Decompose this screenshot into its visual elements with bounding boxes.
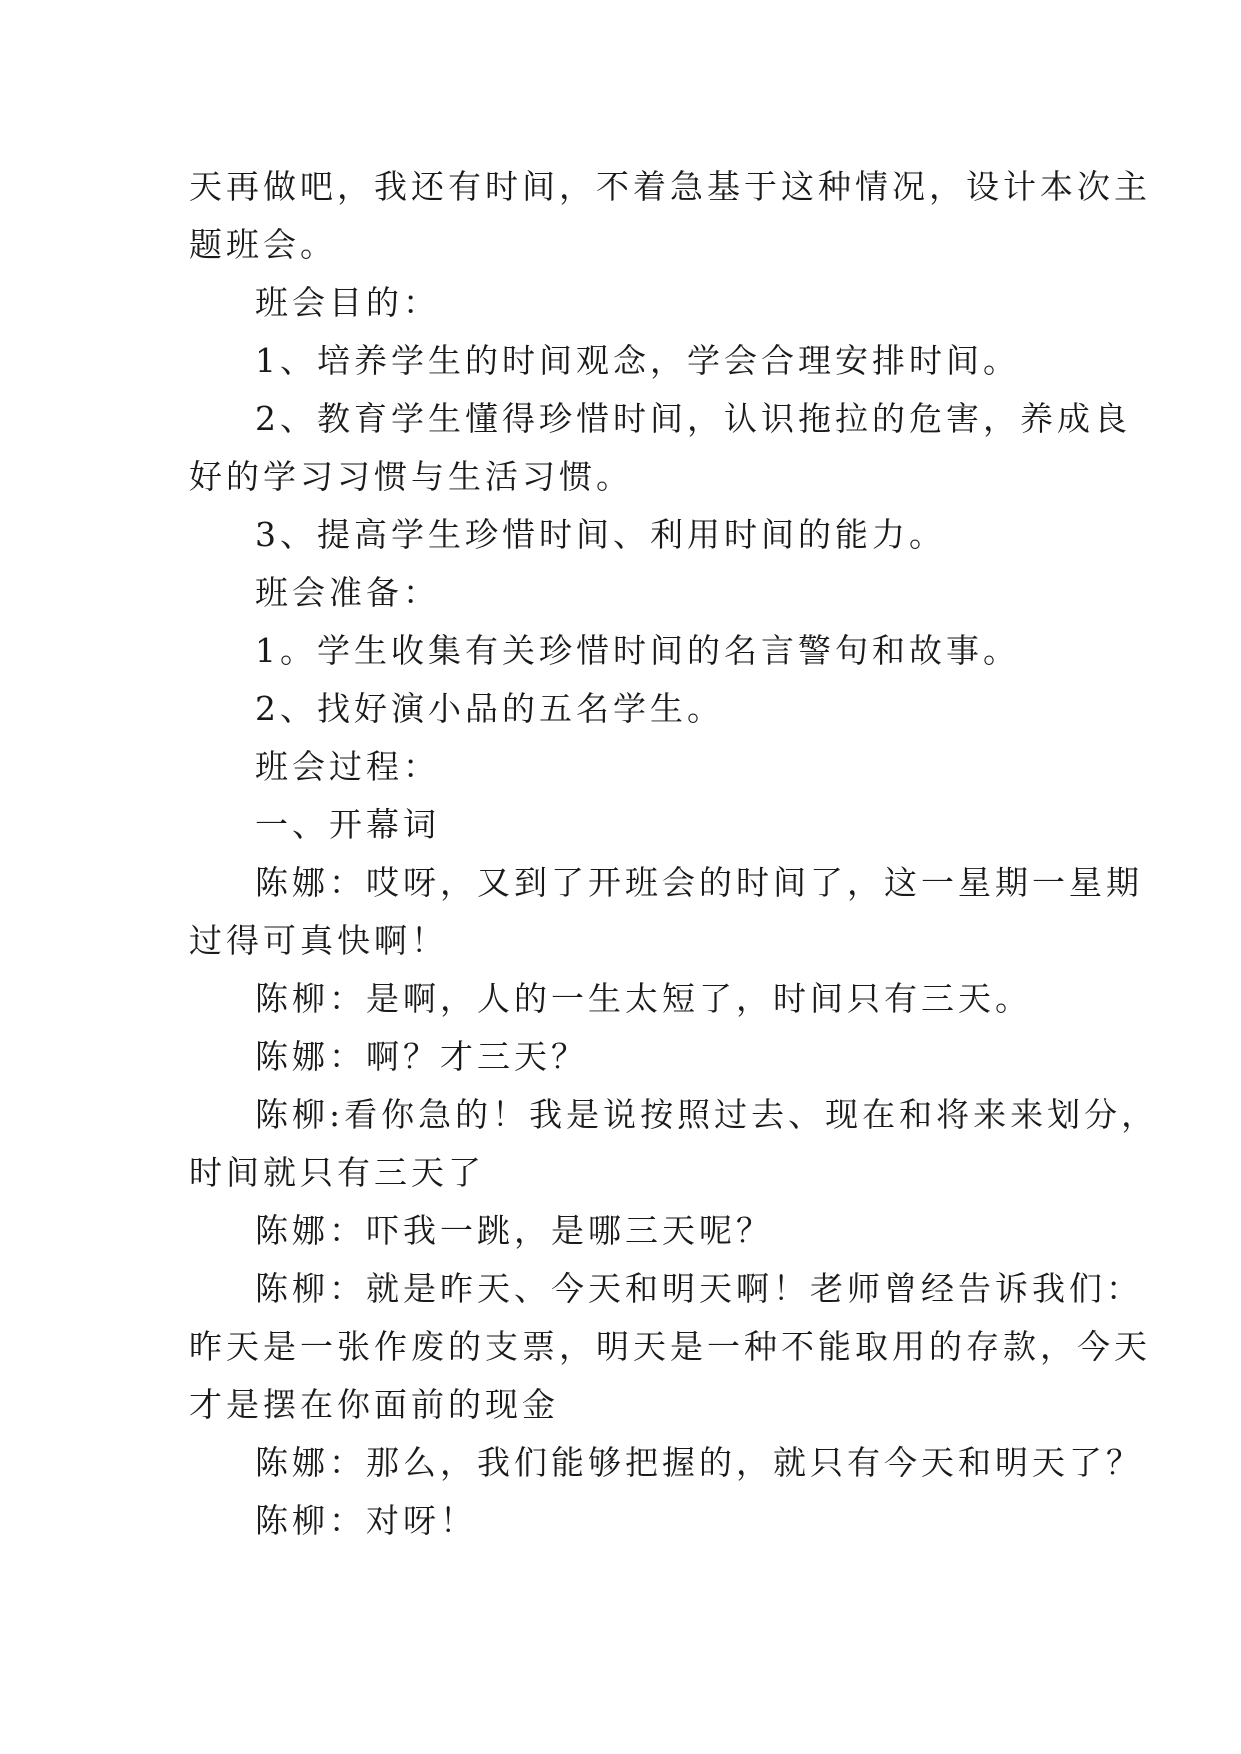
list-item: 2、教育学生懂得珍惜时间，认识拖拉的危害，养成良	[255, 399, 1131, 438]
dialogue-line: 陈柳：是啊，人的一生太短了，时间只有三天。	[255, 979, 1032, 1018]
text-line: 才是摆在你面前的现金	[189, 1385, 559, 1424]
list-item: 2、找好演小品的五名学生。	[255, 689, 724, 728]
subsection-heading: 一、开幕词	[255, 805, 440, 844]
list-item: 1、培养学生的时间观念，学会合理安排时间。	[255, 341, 1020, 380]
dialogue-line: 陈娜：吓我一跳，是哪三天呢？	[255, 1211, 773, 1250]
list-item: 1。学生收集有关珍惜时间的名言警句和故事。	[255, 631, 1020, 670]
dialogue-line: 陈柳:看你急的！我是说按照过去、现在和将来来划分，	[255, 1095, 1159, 1134]
document-body	[189, 158, 1159, 1550]
section-heading-process: 班会过程：	[255, 747, 440, 786]
list-item: 3、提高学生珍惜时间、利用时间的能力。	[255, 515, 946, 554]
text-line: 过得可真快啊！	[189, 921, 448, 960]
dialogue-line: 陈柳：对呀！	[255, 1501, 477, 1540]
text-line: 题班会。	[189, 225, 337, 264]
section-heading-purpose: 班会目的：	[255, 283, 440, 322]
dialogue-line: 陈娜：啊？才三天？	[255, 1037, 588, 1076]
dialogue-line: 陈娜：那么，我们能够把握的，就只有今天和明天了？	[255, 1443, 1143, 1482]
text-line: 昨天是一张作废的支票，明天是一种不能取用的存款，今天	[189, 1327, 1151, 1366]
dialogue-line: 陈柳：就是昨天、今天和明天啊！老师曾经告诉我们：	[255, 1269, 1143, 1308]
dialogue-line: 陈娜：哎呀，又到了开班会的时间了，这一星期一星期	[255, 863, 1143, 902]
section-heading-preparation: 班会准备：	[255, 573, 440, 612]
text-line: 好的学习习惯与生活习惯。	[189, 457, 633, 496]
text-line: 天再做吧，我还有时间，不着急基于这种情况，设计本次主	[189, 167, 1151, 206]
text-line: 时间就只有三天了	[189, 1153, 485, 1192]
